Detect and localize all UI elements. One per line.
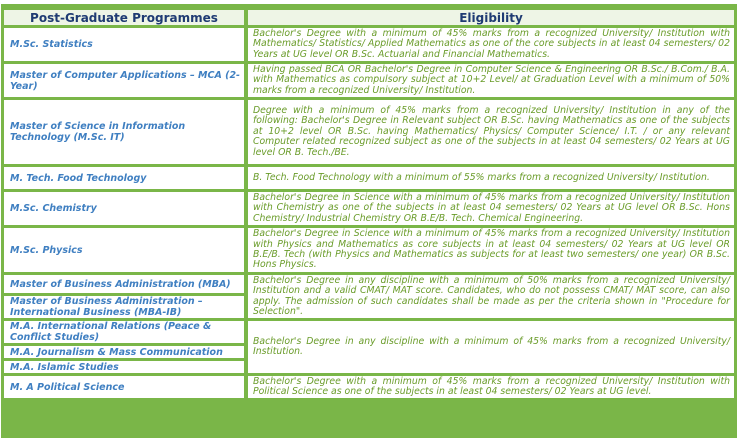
eligibility-text: Bachelor's Degree with a minimum of 45% marks from a recognized University/ Institution with Mathematics/ Statistics/ Applied Mathematics as one of the core subjects in at least 04 semesters/ 02 Years at UG level OR B.Sc. Actuarial and Financial Mathematics. xyxy=(248,28,734,61)
eligibility-column-header: Eligibility xyxy=(248,10,734,25)
table-row xyxy=(4,167,734,189)
programme-name: M.A. International Relations (Peace & Conflict Studies) xyxy=(4,321,248,343)
programme-name: M.Sc. Chemistry xyxy=(4,192,248,225)
programme-name: M.Sc. Physics xyxy=(4,228,248,272)
table-header-row xyxy=(4,10,734,25)
table-row xyxy=(4,100,734,164)
eligibility-text: Degree with a minimum of 45% marks from a recognized University/ Institution in any of the following: Bachelor's Degree in Relevant subject OR B.Sc. having Mathematics as one of the subjects at 10+2 level OR B.Sc. having Mathematics/ Physics/ Computer Science/ I.T. / or any relevant Computer related recognized subject as one of the subjects in at least 04 semesters/ 02 Years at UG level OR B. Tech./BE. xyxy=(248,100,734,164)
programme-name: M.Sc. Statistics xyxy=(4,28,248,61)
eligibility-text: Having passed BCA OR Bachelor's Degree in Computer Science & Engineering OR B.Sc./ B.Com./ B.A. with Mathematics as compulsory subject at 10+2 Level/ at Graduation Level with a minimum of 50% marks from a recognized University/ Institution. xyxy=(248,64,734,97)
programme-name: M. A Political Science xyxy=(4,376,248,398)
programme-name: Master of Business Administration (MBA) xyxy=(4,275,248,293)
eligibility-text: Bachelor's Degree in any discipline with a minimum of 45% marks from a recognized University/ Institution. xyxy=(248,321,734,373)
programmes-column-header: Post-Graduate Programmes xyxy=(4,10,248,25)
eligibility-text: B. Tech. Food Technology with a minimum of 55% marks from a recognized University/ Institution. xyxy=(248,167,734,189)
table-row xyxy=(4,376,734,398)
programme-name: Master of Computer Applications – MCA (2-Year) xyxy=(4,64,248,97)
table-row xyxy=(4,275,734,293)
programme-name: M.A. Journalism & Mass Communication xyxy=(4,346,248,358)
table-row xyxy=(4,192,734,225)
eligibility-text: Bachelor's Degree in Science with a minimum of 45% marks from a recognized University/ Institution with Physics and Mathematics as core subjects in at least 04 semesters/ 02 Years at UG level OR B.E/B. Tech (with Physics and Mathematics as subjects for at least two semesters/ one year) OR B.Sc. Hons Physics. xyxy=(248,228,734,272)
programmes-table-frame xyxy=(1,4,737,438)
programme-name: Master of Business Administration – International Business (MBA-IB) xyxy=(4,296,248,318)
eligibility-text: Bachelor's Degree in Science with a minimum of 45% marks from a recognized University/ Institution with Chemistry as one of the subjects in at least 04 semesters/ 02 Years at UG level OR B.Sc. Hons Chemistry/ Industrial Chemistry OR B.E/B. Tech. Chemical Engineering. xyxy=(248,192,734,225)
programme-name: M.A. Islamic Studies xyxy=(4,361,248,373)
programme-name: Master of Science in Information Technology (M.Sc. IT) xyxy=(4,100,248,164)
table-row xyxy=(4,28,734,61)
programme-name: M. Tech. Food Technology xyxy=(4,167,248,189)
table-row xyxy=(4,64,734,97)
programmes-eligibility-table xyxy=(4,7,734,401)
eligibility-text: Bachelor's Degree in any discipline with a minimum of 50% marks from a recognized University/ Institution and a valid CMAT/ MAT score. Candidates, who do not possess CMAT/ MAT score, can also apply. The admission of such candidates shall be made as per the criteria shown in "Procedure for Selection". xyxy=(248,275,734,318)
eligibility-text: Bachelor's Degree with a minimum of 45% marks from a recognized University/ Institution with Political Science as one of the subjects in at least 04 semesters/ 02 Years at UG level. xyxy=(248,376,734,398)
table-row xyxy=(4,321,734,343)
table-row xyxy=(4,228,734,272)
